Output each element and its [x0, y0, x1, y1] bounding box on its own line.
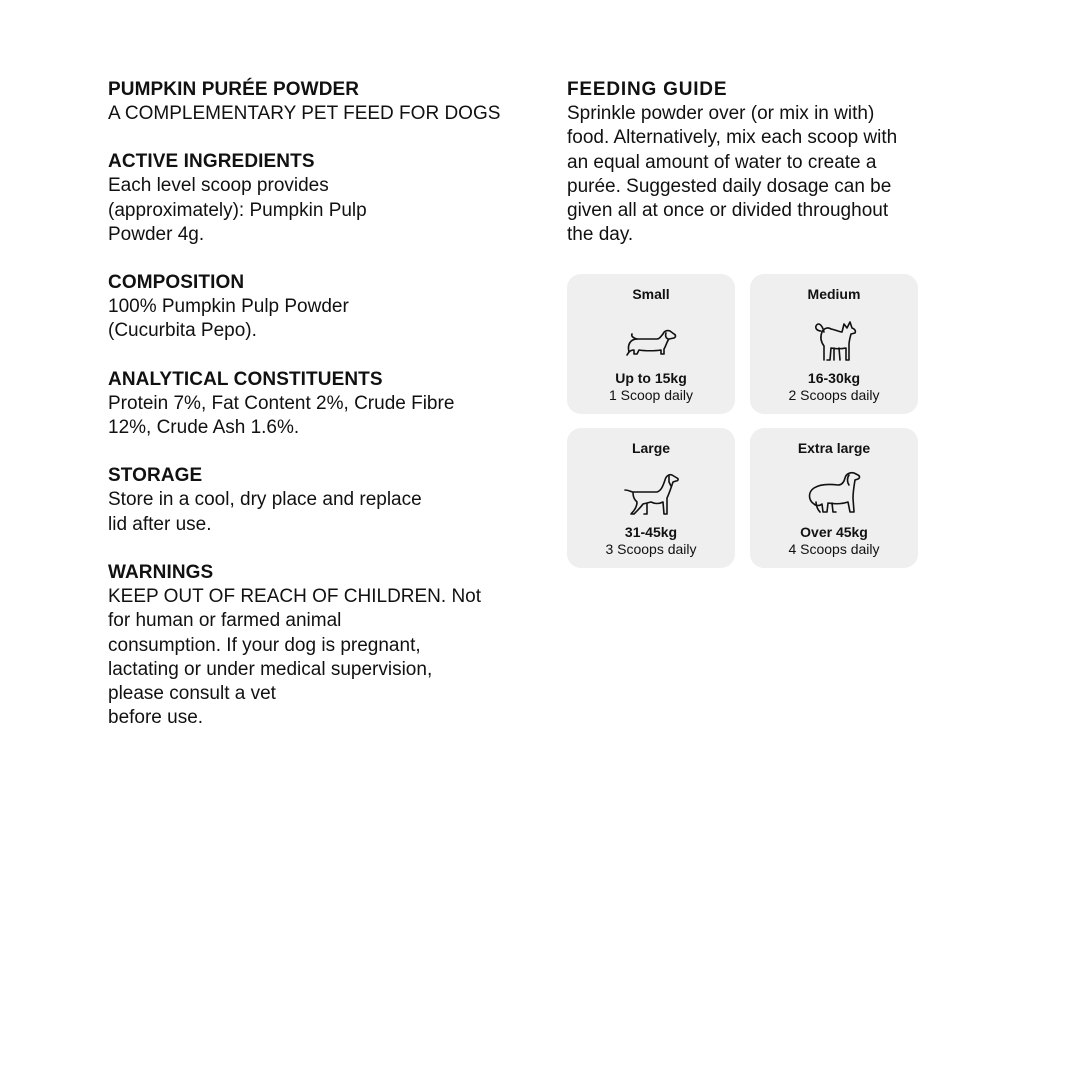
warnings-section — [108, 561, 528, 731]
composition-text: 100% Pumpkin Pulp Powder (Cucurbita Pepo). — [108, 296, 349, 342]
card-weight-range: 31-45kg — [624, 524, 678, 540]
card-dose: 2 Scoops daily — [788, 387, 880, 403]
product-subtitle: A COMPLEMENTARY PET FEED FOR DOGS — [108, 103, 501, 124]
medium-dog-icon — [794, 310, 874, 366]
composition-heading: COMPOSITION — [108, 272, 245, 294]
feeding-guide-text: Sprinkle powder over (or mix in with) food. Alternatively, mix each scoop with an equal amount of water to create a purée. Suggested daily dosage can be given all at once or divided throughout the day. — [567, 103, 898, 246]
card-dose: 1 Scoop daily — [608, 387, 694, 403]
feeding-guide-heading: FEEDING GUIDE — [567, 79, 728, 100]
card-size-label: Extra large — [797, 440, 871, 456]
storage-heading: STORAGE — [108, 465, 203, 487]
small-dog-icon — [611, 310, 691, 366]
extra-large-dog-icon — [794, 464, 874, 520]
active-ingredients-section — [108, 150, 528, 247]
dosage-card-small — [567, 274, 735, 414]
dosage-card-large — [567, 428, 735, 568]
active-ingredients-text: Each level scoop provides (approximately): Pumpkin Pulp Powder 4g. — [108, 175, 367, 245]
dosage-card-medium — [750, 274, 918, 414]
storage-text: Store in a cool, dry place and replace lid after use. — [108, 489, 422, 535]
card-weight-range: 16-30kg — [807, 370, 861, 386]
card-size-label: Large — [631, 440, 671, 456]
analytical-constituents-section — [108, 368, 528, 441]
dosage-grid — [567, 274, 919, 568]
product-title: PUMPKIN PURÉE POWDER — [108, 79, 360, 100]
product-info-column — [108, 78, 528, 755]
dosage-card-extra-large — [750, 428, 918, 568]
card-size-label: Medium — [807, 286, 861, 302]
warnings-text: KEEP OUT OF REACH OF CHILDREN. Not for human or farmed animal consumption. If your dog is pregnant, lactating or under medical supervision, please consult a vet before use. — [108, 585, 482, 729]
card-weight-range: Over 45kg — [800, 524, 868, 540]
warnings-heading: WARNINGS — [108, 561, 214, 583]
card-weight-range: Up to 15kg — [615, 370, 687, 386]
feeding-guide-section — [567, 78, 967, 248]
card-dose: 3 Scoops daily — [605, 541, 697, 557]
card-dose: 4 Scoops daily — [788, 541, 880, 557]
card-size-label: Small — [632, 286, 670, 302]
large-dog-icon — [611, 464, 691, 520]
active-ingredients-heading: ACTIVE INGREDIENTS — [108, 151, 315, 173]
composition-section — [108, 271, 528, 344]
storage-section — [108, 464, 528, 537]
analytical-constituents-text: Protein 7%, Fat Content 2%, Crude Fibre 12%, Crude Ash 1.6%. — [108, 392, 455, 439]
product-title-section — [108, 78, 528, 126]
analytical-constituents-heading: ANALYTICAL CONSTITUENTS — [108, 368, 383, 390]
